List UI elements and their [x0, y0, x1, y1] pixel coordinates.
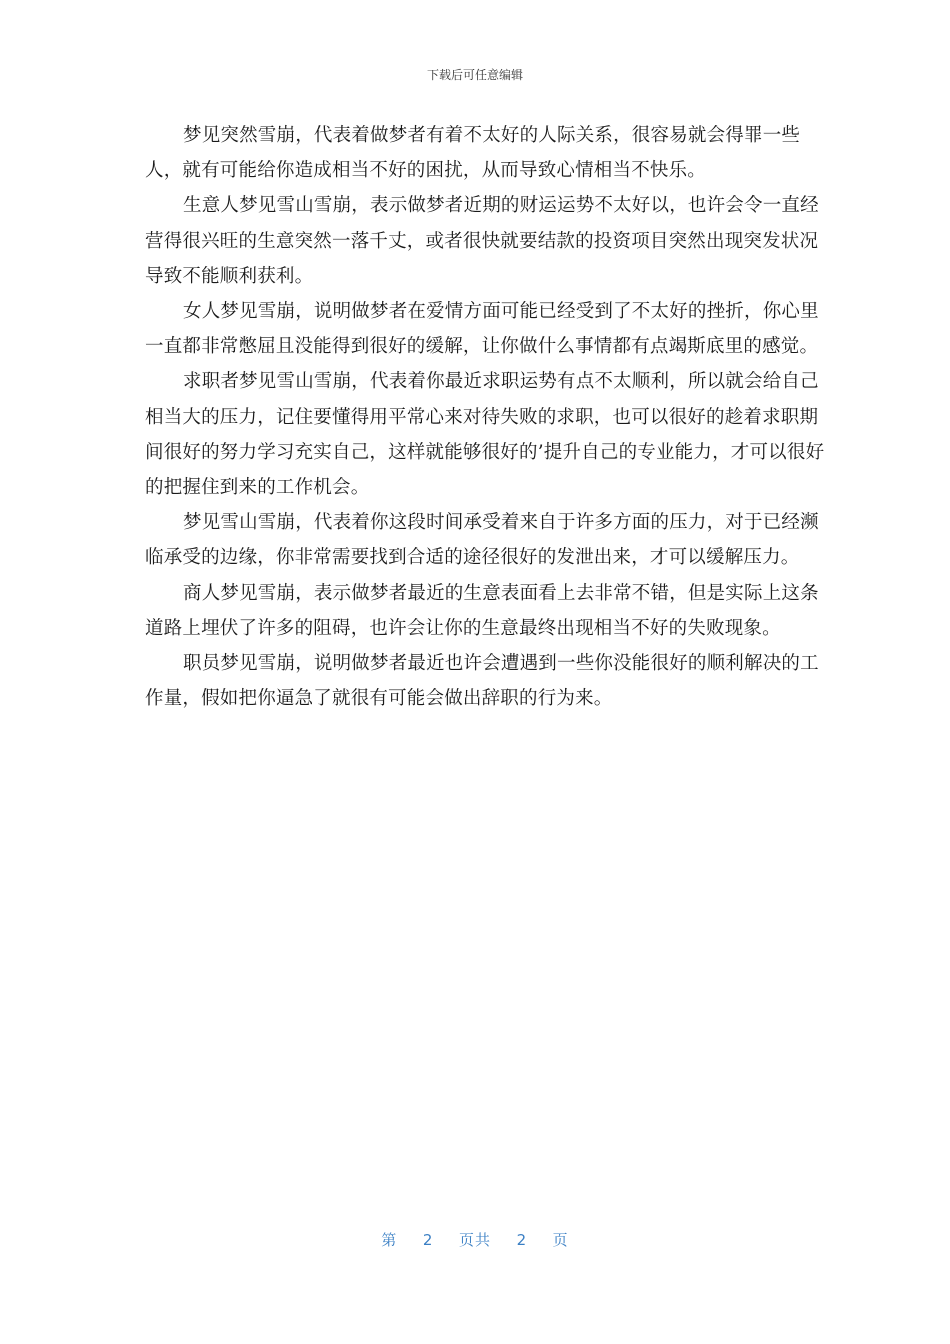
footer-prefix: 第	[381, 1231, 398, 1249]
footer-current-page: 2	[422, 1231, 434, 1249]
paragraph: 商人梦见雪崩，表示做梦者最近的生意表面看上去非常不错，但是实际上这条道路上埋伏了许多的阻碍，也许会让你的生意最终出现相当不好的失败现象。	[145, 582, 819, 639]
page-footer	[0, 1229, 950, 1250]
paragraph: 梦见突然雪崩，代表着做梦者有着不太好的人际关系，很容易就会得罪一些人，就有可能给你造成相当不好的困扰，从而导致心情相当不快乐。	[145, 125, 801, 182]
document-body	[145, 118, 825, 716]
paragraph: 职员梦见雪崩，说明做梦者最近也许会遭遇到一些你没能很好的顺利解决的工作量，假如把你逼急了就很有可能会做出辞职的行为来。	[145, 653, 819, 710]
footer-suffix: 页	[552, 1231, 569, 1249]
paragraph: 梦见雪山雪崩，代表着你这段时间承受着来自于许多方面的压力，对于已经濒临承受的边缘，你非常需要找到合适的途径很好的发泄出来，才可以缓解压力。	[145, 512, 819, 569]
page-header: 下载后可任意编辑	[426, 68, 523, 82]
paragraph: 求职者梦见雪山雪崩，代表着你最近求职运势有点不太顺利，所以就会给自己相当大的压力，记住要懂得用平常心来对待失败的求职，也可以很好的趁着求职期间很好的努力学习充实自己，这样就能够很好的’提升自己的专业能力，才可以很好的把握住到来的工作机会。	[145, 371, 825, 499]
paragraph: 生意人梦见雪山雪崩，表示做梦者近期的财运运势不太好以，也许会令一直经营得很兴旺的生意突然一落千丈，或者很快就要结款的投资项目突然出现突发状况导致不能顺利获利。	[145, 195, 819, 287]
paragraph: 女人梦见雪崩，说明做梦者在爱情方面可能已经受到了不太好的挫折，你心里一直都非常憋屈且没能得到很好的缓解，让你做什么事情都有点竭斯底里的感觉。	[145, 301, 819, 358]
footer-middle: 页共	[458, 1231, 491, 1249]
footer-total-pages: 2	[516, 1231, 528, 1249]
